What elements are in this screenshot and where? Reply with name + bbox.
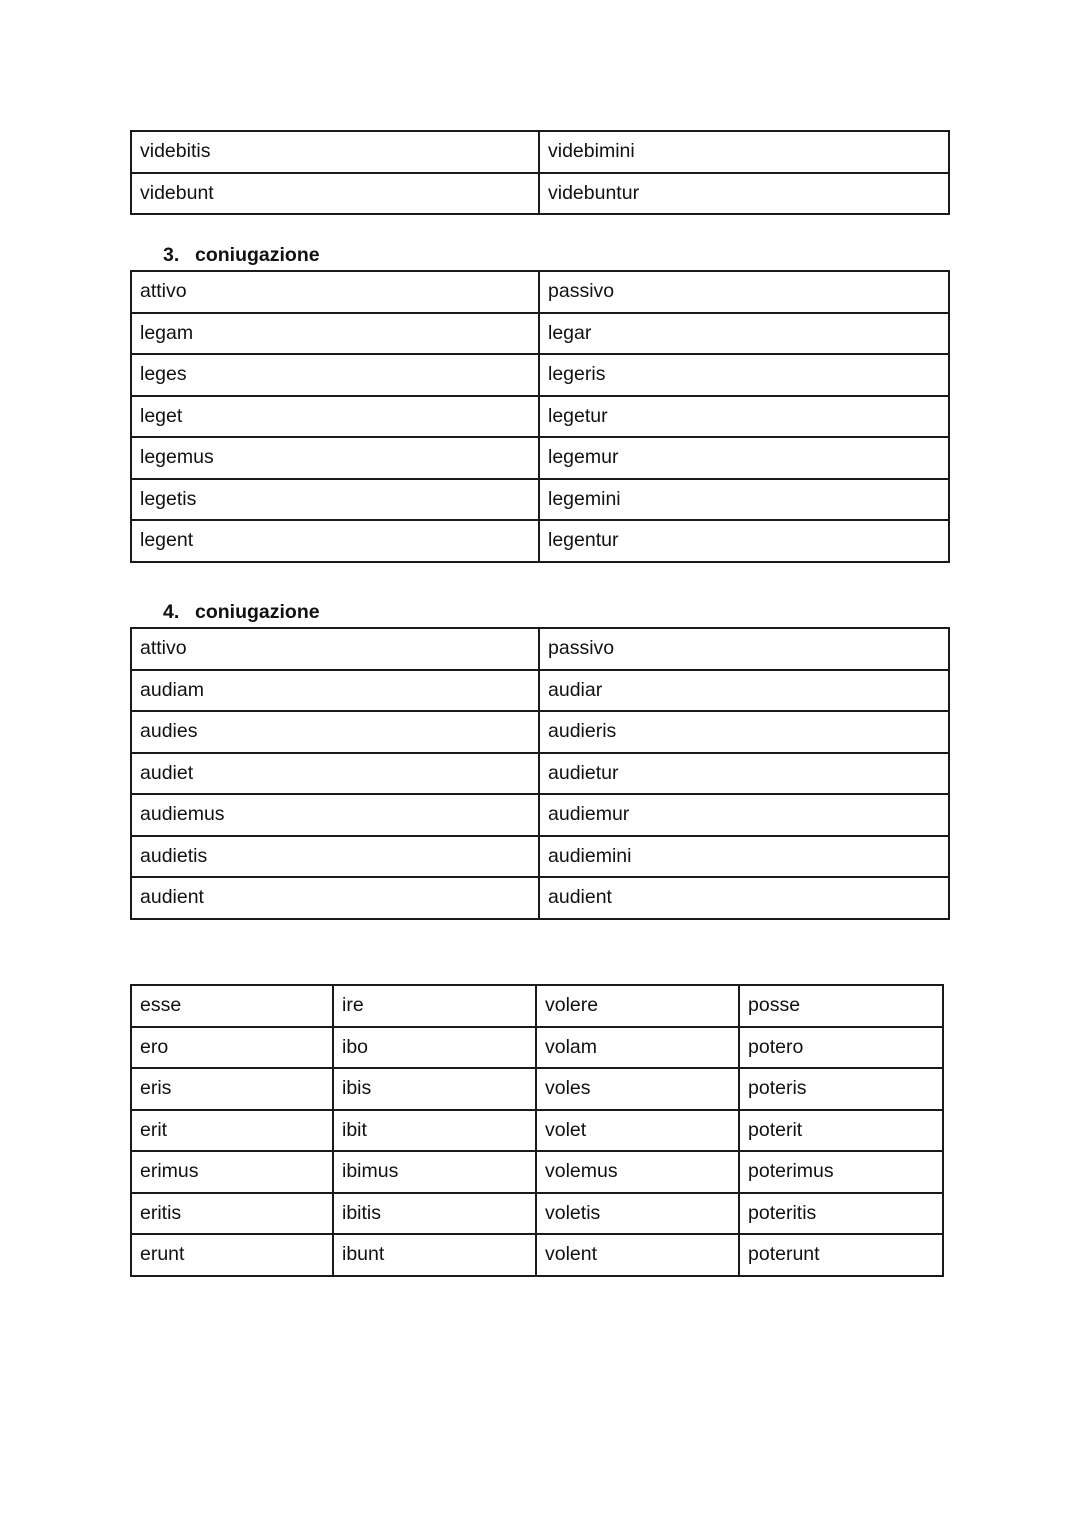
table-row [131,1068,943,1110]
section-4-heading [163,601,320,624]
table-cell: ibimus [333,1151,536,1193]
table-cell: legentur [539,520,949,562]
table-cell: audiam [131,670,539,712]
table-cell: videbunt [131,173,539,215]
table-cell: poterunt [739,1234,943,1276]
table-cell: audietis [131,836,539,878]
table-body [131,131,949,214]
table-cell: leges [131,354,539,396]
table-row [131,836,949,878]
table-cell: legemur [539,437,949,479]
table-cell: poterimus [739,1151,943,1193]
table-cell: eritis [131,1193,333,1235]
table-cell: volemus [536,1151,739,1193]
section-title: coniugazione [195,244,320,266]
table-row [131,877,949,919]
table-cell: legent [131,520,539,562]
table-row [131,794,949,836]
table-cell: videbuntur [539,173,949,215]
table-cell: legetur [539,396,949,438]
table-cell: audietur [539,753,949,795]
table-cell: legar [539,313,949,355]
conjugation-2-table-continued [130,130,950,215]
table-cell: ibis [333,1068,536,1110]
table-cell: leget [131,396,539,438]
table-body [131,985,943,1276]
table-cell: volam [536,1027,739,1069]
table-cell: ibit [333,1110,536,1152]
table-cell: erimus [131,1151,333,1193]
table-cell: audies [131,711,539,753]
section-number: 3. [163,244,180,266]
table-cell: volent [536,1234,739,1276]
table-cell: audiemini [539,836,949,878]
table-cell: posse [739,985,943,1027]
table-cell: eris [131,1068,333,1110]
table-row [131,271,949,313]
table-cell: legeris [539,354,949,396]
table-row [131,670,949,712]
table-row [131,354,949,396]
table-row [131,520,949,562]
table-cell: ibunt [333,1234,536,1276]
table-body [131,271,949,562]
table-cell: ibo [333,1027,536,1069]
table-cell: audieris [539,711,949,753]
table-body [131,628,949,919]
table-cell: volere [536,985,739,1027]
table-row [131,173,949,215]
table-cell: volet [536,1110,739,1152]
table-row [131,396,949,438]
table-cell: erunt [131,1234,333,1276]
table-cell: legetis [131,479,539,521]
table-row [131,1027,943,1069]
section-number: 4. [163,601,180,623]
conjugation-3-table [130,270,950,563]
table-cell: esse [131,985,333,1027]
table-cell: legemus [131,437,539,479]
table-cell: legam [131,313,539,355]
table-row [131,753,949,795]
section-3-heading [163,244,320,267]
table-row [131,1110,943,1152]
table-cell: legemini [539,479,949,521]
table-cell: audiar [539,670,949,712]
table-row [131,437,949,479]
table-cell: voletis [536,1193,739,1235]
table-cell: audiemur [539,794,949,836]
table-row [131,313,949,355]
table-row [131,711,949,753]
table-row [131,985,943,1027]
table-cell: passivo [539,271,949,313]
table-cell: videbitis [131,131,539,173]
table-cell: poteritis [739,1193,943,1235]
table-cell: ero [131,1027,333,1069]
table-cell: audiet [131,753,539,795]
table-cell: attivo [131,271,539,313]
table-cell: passivo [539,628,949,670]
conjugation-4-table [130,627,950,920]
table-cell: ire [333,985,536,1027]
table-row [131,131,949,173]
table-cell: ibitis [333,1193,536,1235]
section-title: coniugazione [195,601,320,623]
table-cell: audient [131,877,539,919]
irregular-verbs-table [130,984,944,1277]
table-row [131,628,949,670]
table-cell: audiemus [131,794,539,836]
table-cell: voles [536,1068,739,1110]
table-cell: attivo [131,628,539,670]
table-cell: erit [131,1110,333,1152]
table-cell: potero [739,1027,943,1069]
table-row [131,1234,943,1276]
table-cell: poterit [739,1110,943,1152]
table-row [131,479,949,521]
table-cell: audient [539,877,949,919]
table-cell: videbimini [539,131,949,173]
table-row [131,1193,943,1235]
table-row [131,1151,943,1193]
table-cell: poteris [739,1068,943,1110]
